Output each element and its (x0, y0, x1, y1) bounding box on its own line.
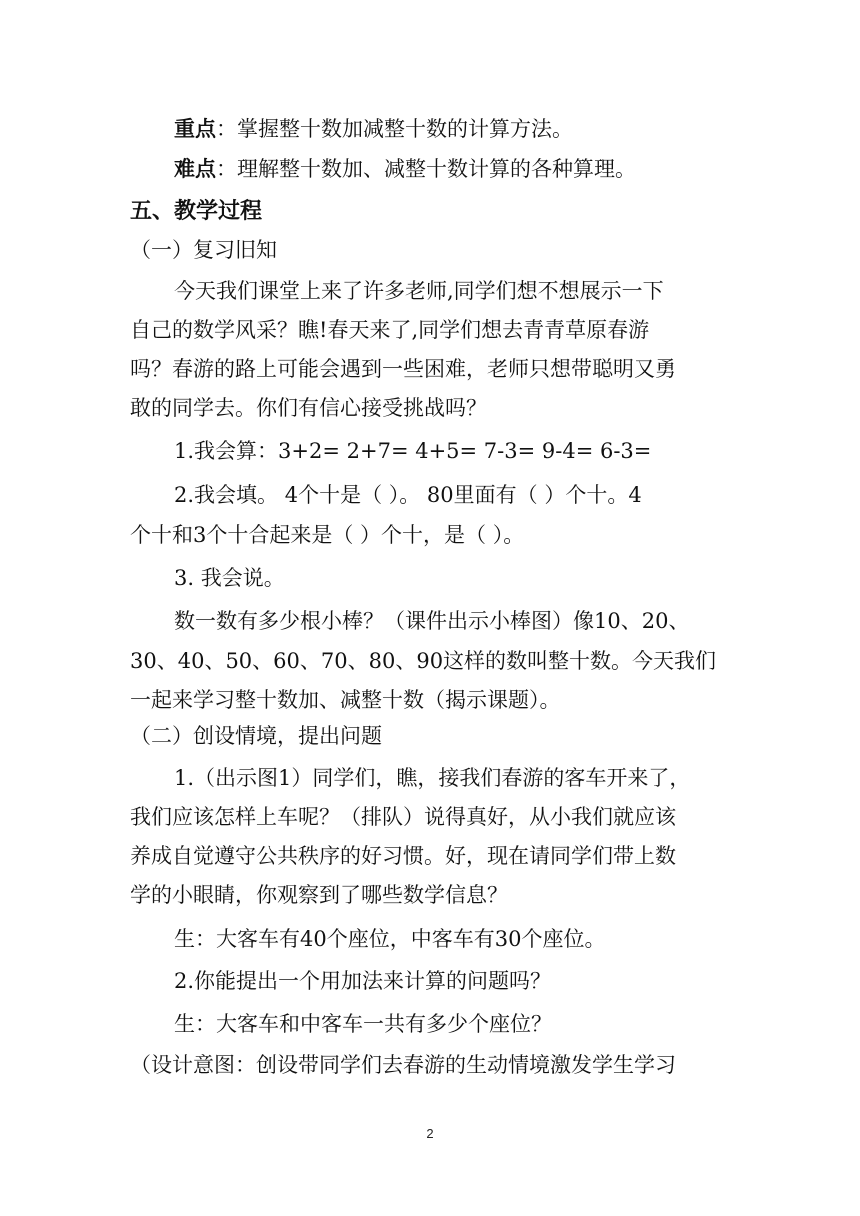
design-intent-line: （设计意图：创设带同学们去春游的生动情境激发学生学习 (130, 1053, 676, 1077)
section-title: 五、教学过程 (130, 199, 263, 224)
paragraph-line: 一起来学习整十数加、减整十数（揭示课题）。 (130, 688, 561, 712)
difficulty-label: 难点 (174, 157, 216, 181)
paragraph-line: 30、40、50、60、70、80、90这样的数叫整十数。今天我们 (130, 649, 717, 673)
paragraph-line: 自己的数学风采？瞧!春天来了,同学们想去青青草原春游 (130, 318, 650, 342)
focus-label: 重点 (174, 117, 216, 141)
student-answer: 生：大客车有40个座位，中客车有30个座位。 (174, 927, 606, 951)
paragraph-line: 敢的同学去。你们有信心接受挑战吗？ (130, 396, 487, 420)
difficulty-point-line (174, 150, 730, 188)
focus-point-line (174, 110, 730, 148)
paragraph-line: 学的小眼睛，你观察到了哪些数学信息？ (130, 883, 508, 907)
page-number: 2 (426, 1126, 434, 1141)
focus-text: ：掌握整十数加减整十数的计算方法。 (216, 117, 573, 141)
question-line: 2.你能提出一个用加法来计算的问题吗？ (174, 969, 552, 993)
exercise-fill-line: 2.我会填。 4个十是（ ）。 80里面有（ ）个十。4 (174, 483, 642, 507)
exercise-calculate: 1.我会算：3+2= 2+7= 4+5= 7-3= 9-4= 6-3= (174, 439, 652, 463)
paragraph-line: 吗？春游的路上可能会遇到一些困难，老师只想带聪明又勇 (130, 357, 676, 381)
paragraph-line: 今天我们课堂上来了许多老师,同学们想不想展示一下 (174, 279, 664, 303)
paragraph-line: 养成自觉遵守公共秩序的好习惯。好，现在请同学们带上数 (130, 844, 676, 868)
paragraph-line: 我们应该怎样上车呢？（排队）说得真好，从小我们就应该 (130, 805, 676, 829)
part2-title: （二）创设情境，提出问题 (130, 724, 382, 748)
exercise-fill-line: 个十和3个十合起来是（ ）个十，是（ ）。 (130, 523, 525, 547)
paragraph-line: 1.（出示图1）同学们，瞧，接我们春游的客车开来了， (174, 766, 691, 790)
student-answer: 生：大客车和中客车一共有多少个座位？ (174, 1012, 552, 1036)
paragraph-line: 数一数有多少根小棒？（课件出示小棒图）像10、20、 (174, 609, 690, 633)
exercise-say: 3. 我会说。 (174, 566, 285, 590)
difficulty-text: ：理解整十数加、减整十数计算的各种算理。 (216, 157, 636, 181)
part1-title: （一）复习旧知 (130, 238, 277, 262)
